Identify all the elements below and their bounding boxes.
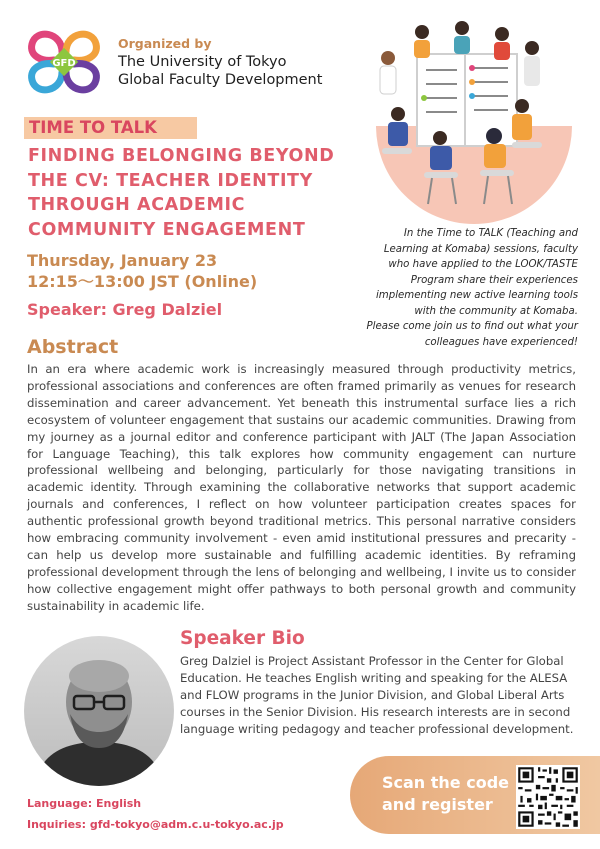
event-date: Thursday, January 23 bbox=[27, 251, 218, 270]
inquiries-label: Inquiries: bbox=[27, 818, 87, 831]
inquiries-info bbox=[27, 818, 284, 831]
organizer-name-line-2: Global Faculty Development bbox=[118, 72, 323, 88]
series-tag: TIME TO TALK bbox=[24, 117, 197, 139]
abstract-body: In an era where academic work is increasingly measured through productivity metrics, professional associations and conferences are often framed primarily as venues for research dissemination and career advancement. Yet beneath this instrumental surface lies a rich ecosystem of volunteer engagement that sustains our academic communities. Drawing from my journey as a journal editor and conference participant with JALT (The Japan Association for Language Teaching), this talk explores how community engagement can nurture professional wellbeing and belonging, particularly for those navigating transitions in academic identity. Through examining the collaborative networks that support academic journals and conferences, I reflect on how volunteer participation creates spaces for authentic professional growth beyond traditional metrics. This personal narrative considers how embracing community involvement - even amid institutional pressures and precarity - can help us develop more sustainable and fulfilling academic identities. By reframing professional development through the lens of belonging and wellbeing, I invite us to consider how collective engagement might offer pathways to both personal growth and community sustainability in academic life. bbox=[27, 362, 576, 613]
inquiries-email-link[interactable]: gfd-tokyo@adm.c.u-tokyo.ac.jp bbox=[89, 818, 284, 831]
session-description bbox=[360, 226, 578, 350]
title-line: THROUGH ACADEMIC bbox=[28, 195, 246, 215]
register-call-to-action bbox=[382, 772, 512, 816]
title-line: THE CV: TEACHER IDENTITY bbox=[28, 170, 313, 191]
note-line: Program share their experiences bbox=[410, 274, 578, 286]
note-line: In the Time to TALK (Teaching and bbox=[403, 228, 578, 239]
title-line: FINDING BELONGING BEYOND bbox=[28, 146, 335, 166]
language-value: English bbox=[95, 797, 142, 810]
organizer-label: Organized by bbox=[118, 36, 212, 51]
registration-qr-code[interactable] bbox=[516, 765, 580, 829]
bio-body: Greg Dalziel is Project Assistant Professor in the Center for Global Education. He teaches English writing and speaking for the ALESA and FLOW programs in the Junior Division, and Global Liberal Arts courses in the Senior Division. His research interests are in second language writing pedagogy and teacher professional development. bbox=[180, 654, 574, 736]
svg-text:GFD: GFD bbox=[52, 58, 76, 69]
abstract-heading: Abstract bbox=[27, 336, 119, 358]
collaboration-illustration bbox=[362, 18, 586, 228]
cta-line-2: and register bbox=[382, 795, 493, 814]
speaker-name: Speaker: Greg Dalziel bbox=[27, 300, 223, 319]
organizer-name bbox=[118, 53, 322, 89]
speaker-photo bbox=[24, 636, 174, 786]
event-title bbox=[28, 144, 368, 242]
note-line: Learning at Komaba) sessions, faculty bbox=[383, 243, 578, 255]
event-time: 12:15〜13:00 JST (Online) bbox=[27, 272, 258, 291]
title-line: COMMUNITY ENGAGEMENT bbox=[28, 219, 306, 240]
note-line: implementing new active learning tools bbox=[375, 290, 578, 301]
gfd-logo bbox=[24, 22, 104, 102]
organizer-name-line-1: The University of Tokyo bbox=[118, 54, 287, 70]
note-line: colleagues have experienced! bbox=[424, 336, 578, 348]
bio-heading: Speaker Bio bbox=[180, 628, 305, 649]
language-label: Language: bbox=[27, 797, 93, 810]
event-datetime bbox=[27, 250, 257, 292]
note-line: with the community at Komaba. bbox=[414, 305, 578, 317]
note-line: Please come join us to find out what your bbox=[366, 321, 578, 332]
cta-line-1: Scan the code bbox=[382, 773, 510, 792]
language-info bbox=[27, 797, 141, 810]
note-line: who have applied to the LOOK/TASTE bbox=[388, 259, 578, 270]
